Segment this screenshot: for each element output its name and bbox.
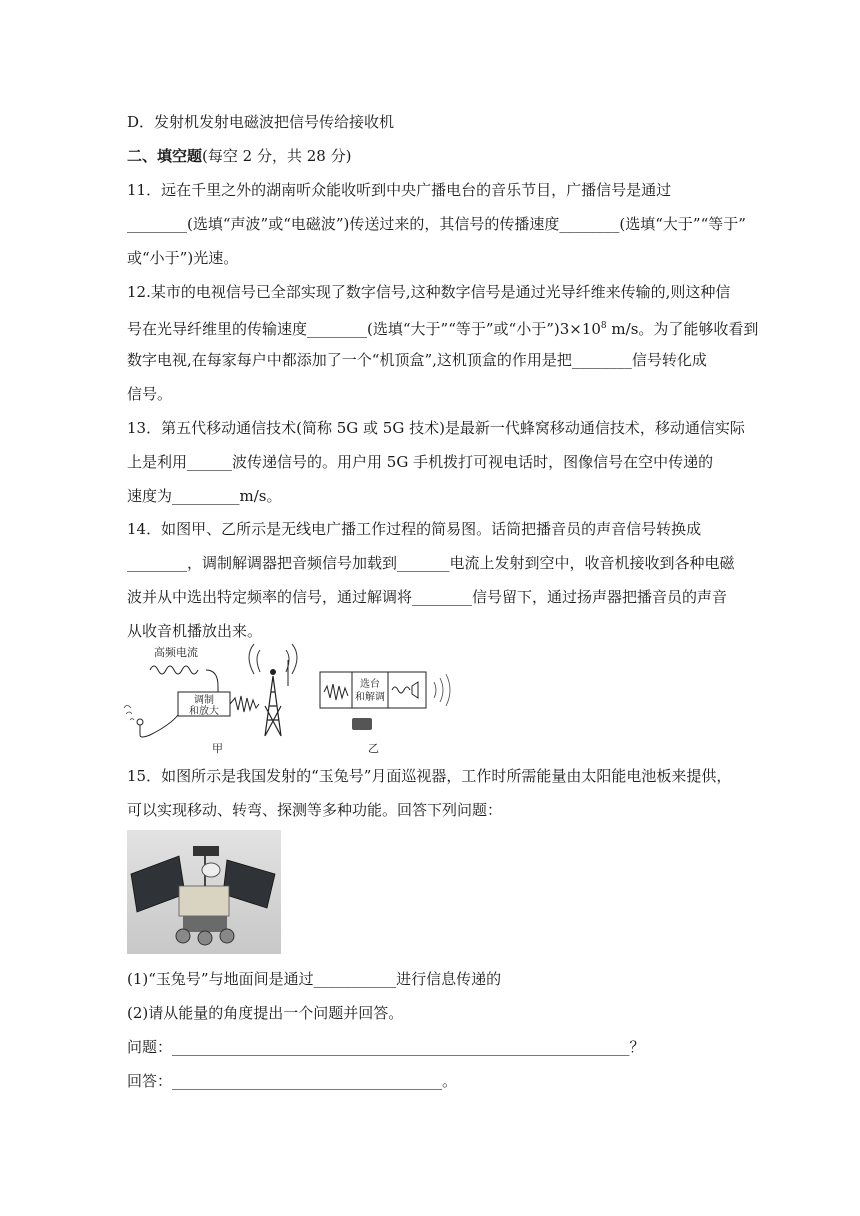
section-heading: [127, 146, 351, 166]
q13-line-2: 上是利用______波传递信号的。用户用 5G 手机拨打可视电话时，图像信号在空中传递的: [127, 453, 714, 471]
q13-line-1: 13．第五代移动通信技术(简称 5G 或 5G 技术)是最新一代蜂窝移动通信技术，移动通信实际: [127, 419, 745, 437]
q12-line-2: [127, 316, 758, 339]
sound-wave-icon: [434, 674, 450, 706]
modulated-wave: [230, 696, 259, 712]
rover-dish: [202, 863, 220, 877]
q14-line-2: ________，调制解调器把音频信号加载到_______电流上发射到空中，收音机接收到各种电磁: [127, 554, 735, 572]
modulator-label-2: 和放大: [189, 706, 219, 717]
exponent: 8: [600, 321, 607, 331]
q13-line-3: 速度为_________m/s。: [127, 487, 282, 505]
caption-yi: 乙: [368, 742, 379, 755]
antenna-top: [270, 669, 276, 675]
rover-body: [179, 886, 229, 916]
q11-line-2: ________(选填“声波”或“电磁波”)传送过来的，其信号的传播速度________(选填“大于”“等于”: [127, 215, 746, 233]
q12-line-4: 信号。: [127, 385, 173, 403]
q15-sub-2: (2)请从能量的角度提出一个问题并回答。: [127, 1004, 404, 1022]
q15-answer: 回答：____________________________________。: [127, 1072, 458, 1090]
rover-wheel: [220, 929, 234, 943]
tuner-label-1: 选台: [360, 679, 380, 690]
high-freq-wire: [206, 670, 218, 692]
q12-line-1: 12.某市的电视信号已全部实现了数字信号,这种数字信号是通过光导纤维来传输的,则这种信: [127, 283, 731, 301]
voice-wave-icon: [124, 706, 134, 721]
section-title: 二、填空题: [127, 147, 203, 165]
mic-wire: [140, 715, 178, 737]
high-freq-current-label: 高频电流: [154, 646, 198, 659]
yutu-rover-photo: [127, 830, 281, 954]
q14-line-3: 波并从中选出特定频率的信号，通过解调将________信号留下，通过扬声器把播音员的声音: [127, 588, 728, 606]
rover-camera: [193, 846, 219, 856]
tuner-label-2: 和解调: [355, 692, 385, 703]
q11-line-3: 或“小于”)光速。: [127, 249, 239, 267]
high-freq-wave: [150, 666, 198, 674]
q14-line-1: 14．如图甲、乙所示是无线电广播工作过程的简易图。话筒把播音员的声音信号转换成: [127, 520, 702, 538]
q12-line-3: 数字电视,在每家每户中都添加了一个“机顶盒”,这机顶盒的作用是把________信号转化成: [127, 351, 707, 369]
modulator-label-1: 调制: [194, 695, 214, 706]
q15-question: 问题：_____________________________________________________________？: [127, 1038, 645, 1056]
q15-line-2: 可以实现移动、转弯、探测等多种功能。回答下列问题：: [127, 801, 503, 819]
section-note: (每空 2 分，共 28 分): [202, 147, 352, 165]
rover-chassis: [183, 916, 227, 932]
option-d: D．发射机发射电磁波把信号传给接收机: [127, 113, 395, 131]
radio-broadcast-diagram: [120, 640, 460, 756]
antenna-tower-icon: [265, 676, 281, 736]
q12-line-2-text: 号在光导纤维里的传输速度________(选填“大于”“等于”或“小于”)3×10: [127, 320, 601, 338]
q14-line-4: 从收音机播放出来。: [127, 622, 263, 640]
radio-icon: [352, 718, 372, 730]
q15-sub-1: (1)“玉兔号”与地面间是通过___________进行信息传递的: [127, 970, 502, 988]
q11-line-1: 11．远在千里之外的湖南听众能收听到中央广播电台的音乐节目，广播信号是通过: [127, 181, 672, 199]
q12-line-2-tail: m/s。为了能够收看到: [606, 320, 759, 338]
caption-jia: 甲: [212, 742, 223, 755]
q15-line-1: 15．如图所示是我国发射的“玉兔号”月面巡视器，工作时所需能量由太阳能电池板来提供，: [127, 767, 732, 785]
rover-wheel: [198, 931, 212, 945]
rover-wheel: [176, 929, 190, 943]
microphone-icon: [137, 719, 143, 725]
